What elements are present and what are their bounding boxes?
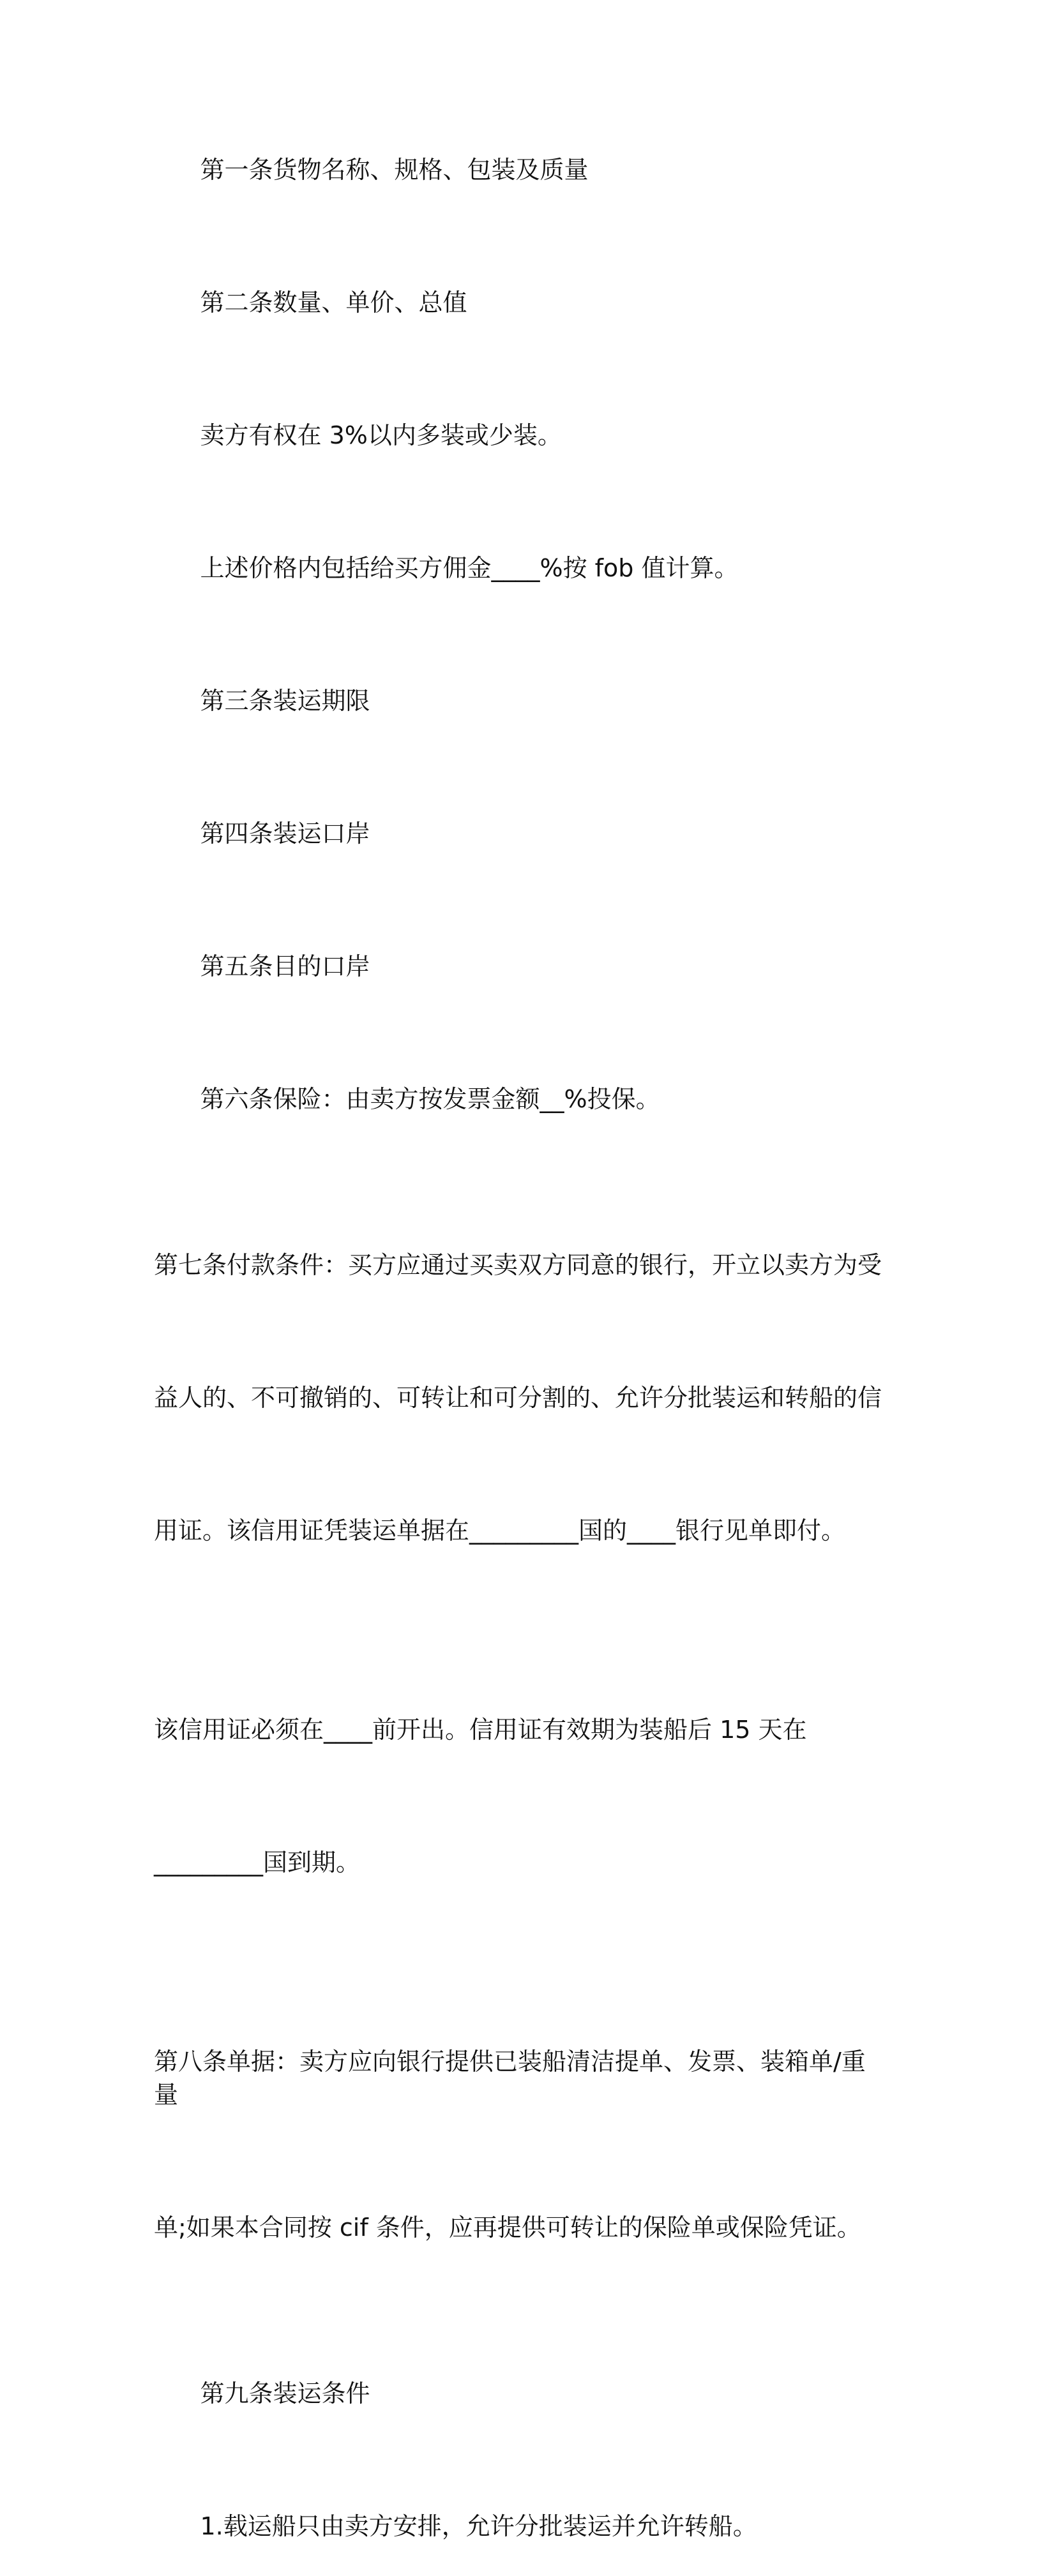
article-1-heading: 第一条货物名称、规格、包装及质量 <box>200 156 589 184</box>
article-5-heading: 第五条目的口岸 <box>200 952 370 980</box>
article-6-insurance: 第六条保险：由卖方按发票金额__%投保。 <box>200 1085 660 1113</box>
quantity-tolerance-clause: 卖方有权在 3%以内多装或少装。 <box>200 421 562 449</box>
article-2-heading: 第二条数量、单价、总值 <box>200 288 467 317</box>
article-8-documents: 第八条单据：卖方应向银行提供已装船清洁提单、发票、装箱单/重量 单;如果本合同按 cif 条件，应再提供可转让的保险单或保险凭证。 <box>154 2048 866 2242</box>
shipping-condition-item-1: 1.载运船只由卖方安排，允许分批装运并允许转船。 <box>200 2512 757 2540</box>
article-3-heading: 第三条装运期限 <box>200 687 370 715</box>
commission-clause: 上述价格内包括给买方佣金____%按 fob 值计算。 <box>200 554 739 582</box>
document-body <box>154 120 888 2576</box>
article-4-heading: 第四条装运口岸 <box>200 820 370 848</box>
article-9-heading: 第九条装运条件 <box>200 2379 370 2408</box>
article-7-payment: 第七条付款条件：买方应通过买卖双方同意的银行，开立以卖方为受 益人的、不可撤销的、可转让和可分割的、允许分批装运和转船的信 用证。该信用证凭装运单据在_________国的____银行见单即付。 <box>154 1251 882 1545</box>
letter-of-credit-validity: 该信用证必须在____前开出。信用证有效期为装船后 15 天在 _________国到期。 <box>154 1716 807 1876</box>
